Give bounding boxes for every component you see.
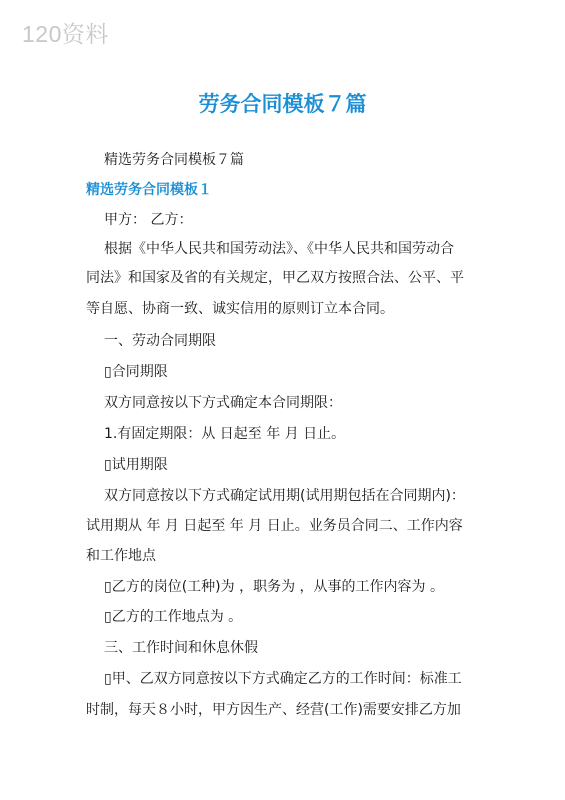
missing-glyph-icon: ▯ <box>104 609 112 625</box>
missing-glyph-icon: ▯ <box>104 579 112 595</box>
list-item <box>104 455 504 475</box>
paragraph-line: 时制，每天８小时，甲方因生产、经营(工作)需要安排乙方加 <box>86 702 461 718</box>
list-item <box>104 362 504 382</box>
missing-glyph-icon: ▯ <box>104 457 112 473</box>
missing-glyph-icon: ▯ <box>104 364 112 380</box>
list-item-label: 乙方的工作地点为 。 <box>111 609 243 625</box>
section-heading-line: 一、劳动合同期限 <box>104 333 216 349</box>
paragraph-line: 双方同意按以下方式确定试用期(试用期包括在合同期内)： <box>104 488 465 504</box>
paragraph-line: 和工作地点 <box>86 548 156 564</box>
paragraph-line: 1.有固定期限：从 日起至 年 月 日止。 <box>104 426 346 442</box>
paragraph-line: 等自愿、协商一致、诚实信用的原则订立本合同。 <box>86 301 394 317</box>
list-item-label: 合同期限 <box>111 364 168 380</box>
intro-line: 精选劳务合同模板７篇 <box>104 152 244 168</box>
list-item <box>104 607 504 627</box>
list-item-label: 乙方的岗位(工种)为 ，职务为 ，从事的工作内容为 。 <box>111 579 444 595</box>
missing-glyph-icon: ▯ <box>104 671 112 687</box>
paragraph-line: 甲方： 乙方： <box>104 212 193 228</box>
list-item-label: 试用期限 <box>111 457 168 473</box>
paragraph-line: 试用期从 年 月 日起至 年 月 日止。业务员合同二、工作内容 <box>86 518 463 534</box>
section-heading: 精选劳务合同模板１ <box>86 182 212 198</box>
list-item <box>104 577 504 597</box>
list-item <box>104 669 504 689</box>
watermark: 120资料 <box>22 21 109 47</box>
paragraph-line: 同法》和国家及省的有关规定，甲乙双方按照合法、公平、平 <box>86 270 464 286</box>
section-heading-line: 三、工作时间和休息休假 <box>104 640 258 656</box>
document-title: 劳务合同模板７篇 <box>198 92 367 116</box>
paragraph-line: 根据《中华人民共和国劳动法》、《中华人民共和国劳动合 <box>104 241 454 257</box>
paragraph-line: 双方同意按以下方式确定本合同期限： <box>104 395 342 411</box>
list-item-label: 甲、乙双方同意按以下方式确定乙方的工作时间：标准工 <box>111 671 462 687</box>
